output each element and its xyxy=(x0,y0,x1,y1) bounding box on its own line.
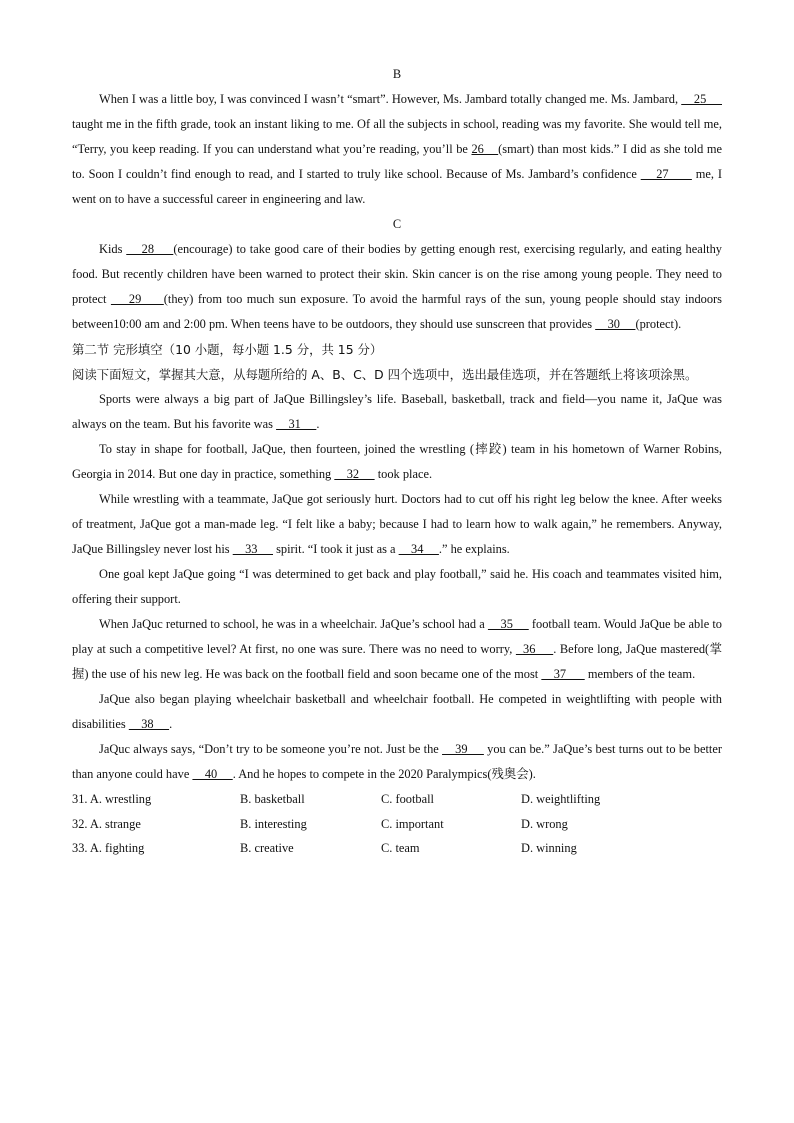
section-c-heading: C xyxy=(392,217,402,231)
passage-paragraph-5: When JaQuc returned to school, he was in a wheelchair. JaQue’s school had a 35 football team. Would JaQue be able to play at such a competitive level? At first, no one was sure. There was no need to worry, 36 . Before long, JaQue mastered(掌握) the use of his new leg. He was back on the football field and soon became one of the most 37 members of the team. xyxy=(72,617,723,681)
options-row-31 xyxy=(72,787,722,812)
option-item[interactable]: B. basketball xyxy=(240,792,305,806)
blank-26[interactable]: 26 xyxy=(471,142,499,156)
blank-36[interactable]: 36 xyxy=(515,642,554,656)
part2-title: 第二节 完形填空（10 小题，每小题 1.5 分，共 15 分） xyxy=(72,342,383,357)
section-b-heading: B xyxy=(392,67,402,81)
section-c-paragraph: Kids 28 (encourage) to take good care of their bodies by getting enough rest, exercising regularly, and eating healthy food. But recently children have been warned to protect their skin. Skin cancer is on the rise among young people. They need to protect 29 (they) from too much sun exposure. To avoid the harmful rays of the sun, young people should stay indoors between10:00 am and 2:00 pm. When teens have to be outdoors, they should use sunscreen that provides 30 (protect). xyxy=(72,242,723,331)
option-item[interactable]: B. interesting xyxy=(240,816,307,831)
blank-32[interactable]: 32 xyxy=(334,467,375,481)
option-item[interactable]: D. wrong xyxy=(521,816,568,831)
passage-paragraph-1: Sports were always a big part of JaQue Billingsley’s life. Baseball, basketball, track and field—you name it, JaQue was always on the team. But his favorite was 31 . xyxy=(72,392,722,431)
blank-37[interactable]: 37 xyxy=(541,667,585,681)
option-item[interactable]: 32. A. strange xyxy=(72,816,141,831)
blank-40[interactable]: 40 xyxy=(192,767,233,781)
options-row-33 xyxy=(72,836,722,861)
option-item[interactable]: C. team xyxy=(381,841,420,855)
blank-27[interactable]: 27 xyxy=(640,167,692,181)
option-item[interactable]: C. football xyxy=(381,792,434,806)
passage-paragraph-3: While wrestling with a teammate, JaQue got seriously hurt. Doctors had to cut off his right leg below the knee. After weeks of treatment, JaQue got a man-made leg. “I felt like a baby; because I had to learn how to walk again,” he remembers. Anyway, JaQue Billingsley never lost his 33 spirit. “I took it just as a 34 .” he explains. xyxy=(72,492,722,556)
blank-39[interactable]: 39 xyxy=(442,742,484,756)
answer-options xyxy=(72,787,722,861)
blank-38[interactable]: 38 xyxy=(128,717,170,731)
document-page xyxy=(72,62,722,861)
blank-29[interactable]: 29 xyxy=(110,292,164,306)
option-item[interactable]: B. creative xyxy=(240,841,294,855)
options-row-32 xyxy=(72,812,722,837)
blank-35[interactable]: 35 xyxy=(487,617,529,631)
option-item[interactable]: D. weightlifting xyxy=(521,792,601,806)
option-item[interactable]: D. winning xyxy=(521,841,577,855)
passage-paragraph-2: To stay in shape for football, JaQue, then fourteen, joined the wrestling (摔跤) team in his hometown of Warner Robins, Georgia in 2014. But one day in practice, something 32 took place. xyxy=(72,442,722,481)
blank-25[interactable]: 25 xyxy=(681,92,722,106)
passage-paragraph-4: One goal kept JaQue going “I was determined to get back and play football,” said he. His coach and teammates visited him, offering their support. xyxy=(72,567,722,606)
part2-instruction: 阅读下面短文，掌握其大意，从每题所给的 A、B、C、D 四个选项中，选出最佳选项，并在答题纸上将该项涂黑。 xyxy=(72,367,698,382)
option-item[interactable]: 33. A. fighting xyxy=(72,841,145,855)
blank-30[interactable]: 30 xyxy=(595,317,636,331)
section-b-paragraph: When I was a little boy, I was convinced I wasn’t “smart”. However, Ms. Jambard totally changed me. Ms. Jambard, 25 taught me in the fifth grade, took an instant liking to me. Of all the subjects in school, reading was my favorite. She would tell me, “Terry, you keep reading. If you can understand what you’re reading, you’ll be 26 (smart) than most kids.” I did as she told me to. Soon I couldn’t find enough to read, and I started to truly like school. Because of Ms. Jambard’s confidence 27 me, I went on to have a successful career in engineering and law. xyxy=(72,92,722,206)
blank-28[interactable]: 28 xyxy=(126,242,174,256)
blank-34[interactable]: 34 xyxy=(398,542,439,556)
option-item[interactable]: 31. A. wrestling xyxy=(72,792,152,806)
option-item[interactable]: C. important xyxy=(381,816,444,831)
blank-31[interactable]: 31 xyxy=(276,417,317,431)
passage-paragraph-7: JaQuc always says, “Don’t try to be someone you’re not. Just be the 39 you can be.” JaQue’s best turns out to be better than anyone could have 40 . And he hopes to compete in the 2020 Paralympics(残奥会). xyxy=(72,742,722,781)
passage-paragraph-6: JaQue also began playing wheelchair basketball and wheelchair football. He competed in weightlifting with people with disabilities 38 . xyxy=(72,692,722,731)
blank-33[interactable]: 33 xyxy=(232,542,273,556)
